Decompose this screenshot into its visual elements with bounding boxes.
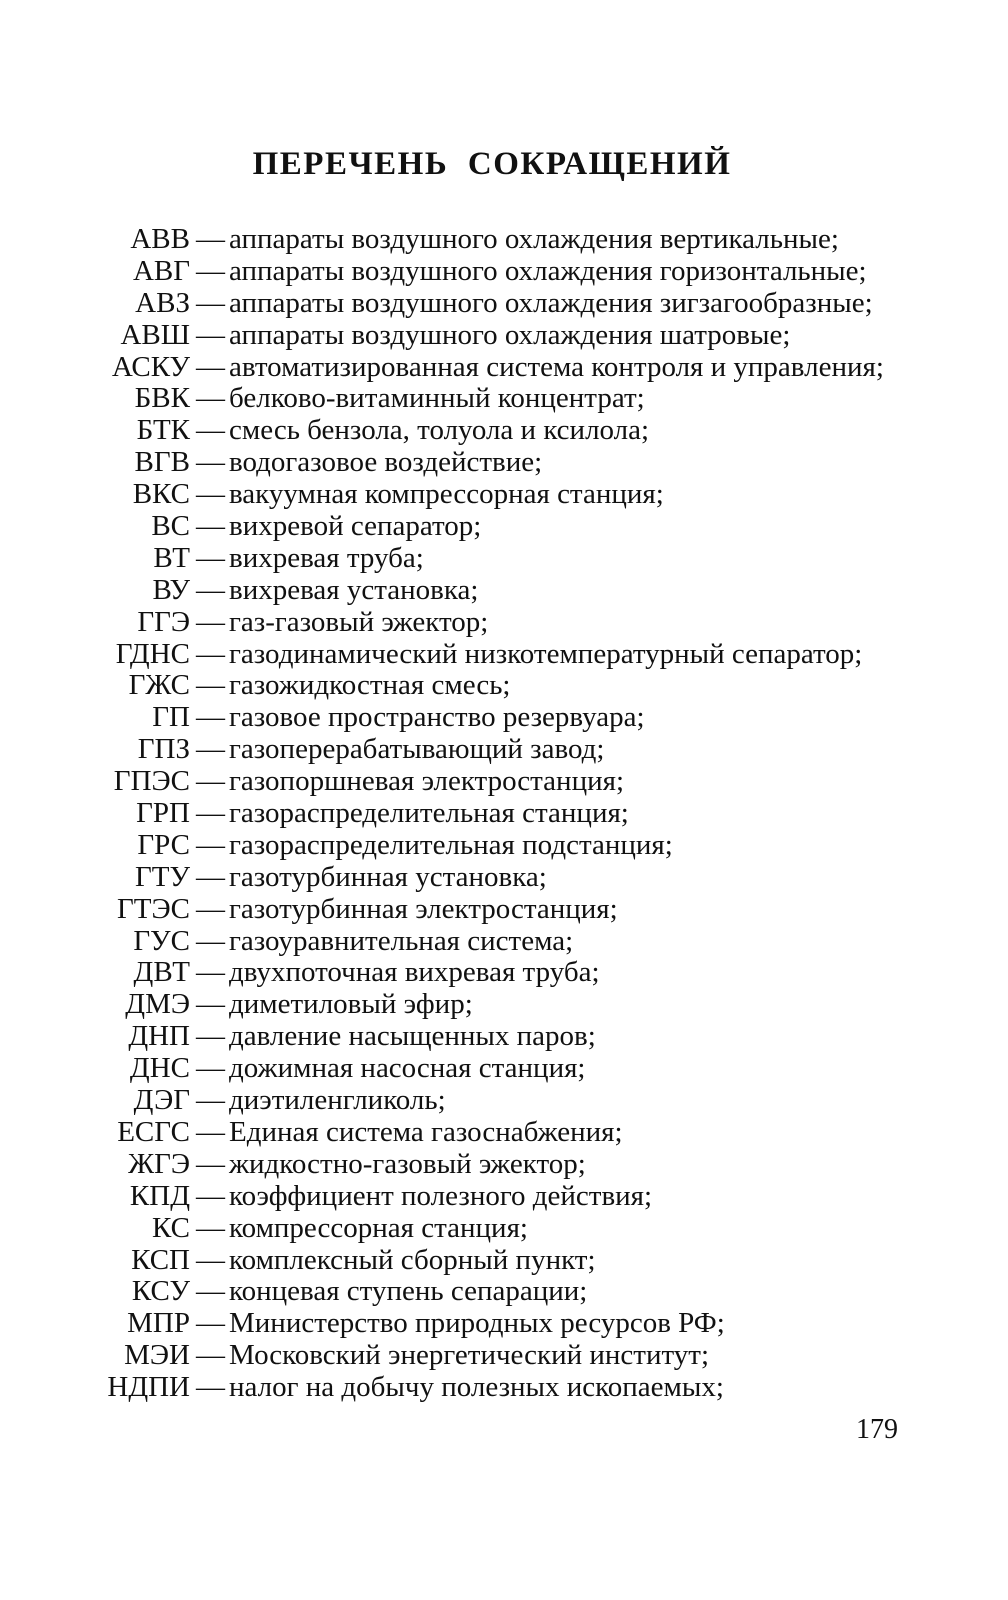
abbreviation-entry (0, 1181, 1008, 1213)
abbreviation-entry (0, 670, 1008, 702)
em-dash-separator: — (196, 223, 225, 255)
em-dash-separator: — (196, 541, 225, 574)
abbreviation: ЕСГС (117, 1115, 190, 1148)
abbreviation: КС (152, 1211, 190, 1244)
em-dash-separator: — (196, 510, 225, 543)
abbreviation-definition: вакуумная компрессорная станция; (229, 478, 664, 511)
abbreviation-entry (0, 352, 1008, 384)
abbreviation: ГЖС (128, 669, 190, 702)
abbreviation-entry (0, 383, 1008, 415)
abbreviation: ДМЭ (125, 988, 190, 1021)
abbreviation: ВГВ (134, 446, 190, 479)
abbreviation-entry (0, 1149, 1008, 1181)
abbreviation: БТК (136, 414, 190, 447)
abbreviation-list (0, 224, 1008, 1404)
em-dash-separator: — (196, 1211, 225, 1244)
abbreviation: ГГЭ (137, 605, 190, 638)
abbreviation-entry (0, 607, 1008, 639)
em-dash-separator: — (196, 892, 225, 925)
abbreviation-definition: белково-витаминный концентрат; (229, 382, 645, 415)
abbreviation-definition: газожидкостная смесь; (229, 669, 511, 702)
abbreviation: АВГ (132, 254, 190, 287)
abbreviation-entry (0, 1372, 1008, 1404)
abbreviation: АВВ (130, 223, 190, 255)
abbreviation-definition: аппараты воздушного охлаждения горизонтальные; (229, 254, 867, 287)
abbreviation-definition: Московский энергетический институт; (229, 1339, 710, 1372)
abbreviation-entry (0, 1021, 1008, 1053)
abbreviation-definition: газопоршневая электростанция; (229, 765, 625, 798)
abbreviation: ВС (151, 510, 190, 543)
em-dash-separator: — (196, 1243, 225, 1276)
abbreviation: ВКС (132, 478, 190, 511)
abbreviation: ГТУ (134, 860, 190, 893)
abbreviation-definition: вихревая установка; (229, 573, 479, 606)
abbreviation-definition: газоперерабатывающий завод; (229, 733, 605, 766)
abbreviation: МПР (127, 1307, 190, 1340)
abbreviation-definition: Единая система газоснабжения; (229, 1115, 623, 1148)
abbreviation: ГРС (137, 828, 190, 861)
em-dash-separator: — (196, 797, 225, 830)
abbreviation: ГРП (136, 797, 190, 830)
abbreviation: КСП (131, 1243, 190, 1276)
abbreviation-definition: газотурбинная электростанция; (229, 892, 618, 925)
abbreviation: АСКУ (111, 350, 190, 383)
abbreviation-entry (0, 543, 1008, 575)
abbreviation-entry (0, 1340, 1008, 1372)
page-number: 179 (856, 1414, 898, 1445)
abbreviation: ГДНС (115, 637, 190, 670)
abbreviation-entry (0, 511, 1008, 543)
em-dash-separator: — (196, 637, 225, 670)
em-dash-separator: — (196, 605, 225, 638)
abbreviation-entry (0, 288, 1008, 320)
abbreviation: ГП (152, 701, 190, 734)
abbreviation-entry (0, 1085, 1008, 1117)
abbreviation-definition: газовое пространство резервуара; (229, 701, 645, 734)
abbreviation-definition: газотурбинная установка; (229, 860, 547, 893)
em-dash-separator: — (196, 1147, 225, 1180)
abbreviation-definition: газоуравнительная система; (229, 924, 574, 957)
em-dash-separator: — (196, 478, 225, 511)
em-dash-separator: — (196, 1307, 225, 1340)
abbreviation: ДВТ (133, 956, 190, 989)
em-dash-separator: — (196, 1084, 225, 1117)
abbreviation: АВШ (120, 318, 190, 351)
abbreviation-entry (0, 224, 1008, 256)
abbreviation: ГПЗ (137, 733, 190, 766)
em-dash-separator: — (196, 828, 225, 861)
abbreviation-definition: комплексный сборный пункт; (229, 1243, 596, 1276)
abbreviation-definition: Министерство природных ресурсов РФ; (229, 1307, 725, 1340)
abbreviation: ДНП (128, 1020, 190, 1053)
abbreviation: ВТ (153, 541, 190, 574)
abbreviation-entry (0, 479, 1008, 511)
em-dash-separator: — (196, 1371, 225, 1404)
abbreviation-definition: аппараты воздушного охлаждения шатровые; (229, 318, 791, 351)
abbreviation: ДЭГ (133, 1084, 190, 1117)
em-dash-separator: — (196, 350, 225, 383)
em-dash-separator: — (196, 286, 225, 319)
abbreviation-definition: двухпоточная вихревая труба; (229, 956, 600, 989)
em-dash-separator: — (196, 382, 225, 415)
abbreviation-definition: диэтиленгликоль; (229, 1084, 446, 1117)
abbreviation: ГПЭС (113, 765, 190, 798)
abbreviation-entry (0, 894, 1008, 926)
abbreviation-definition: жидкостно-газовый эжектор; (229, 1147, 586, 1180)
abbreviation-entry (0, 702, 1008, 734)
abbreviation-definition: дожимная насосная станция; (229, 1052, 586, 1085)
abbreviation: ГТЭС (117, 892, 190, 925)
abbreviation-entry (0, 957, 1008, 989)
abbreviation: ВУ (152, 573, 190, 606)
em-dash-separator: — (196, 318, 225, 351)
abbreviation-entry (0, 575, 1008, 607)
em-dash-separator: — (196, 1339, 225, 1372)
em-dash-separator: — (196, 1020, 225, 1053)
em-dash-separator: — (196, 414, 225, 447)
abbreviation: АВЗ (135, 286, 190, 319)
em-dash-separator: — (196, 669, 225, 702)
abbreviation-definition: диметиловый эфир; (229, 988, 473, 1021)
em-dash-separator: — (196, 1275, 225, 1308)
em-dash-separator: — (196, 1179, 225, 1212)
abbreviation-definition: водогазовое воздействие; (229, 446, 543, 479)
abbreviation-definition: аппараты воздушного охлаждения зигзагообразные; (229, 286, 873, 319)
abbreviation-entry (0, 447, 1008, 479)
abbreviation-definition: вихревая труба; (229, 541, 424, 574)
abbreviation-entry (0, 1117, 1008, 1149)
abbreviation: НДПИ (107, 1371, 190, 1404)
em-dash-separator: — (196, 860, 225, 893)
abbreviation-entry (0, 798, 1008, 830)
abbreviation-definition: налог на добычу полезных ископаемых; (229, 1371, 724, 1404)
em-dash-separator: — (196, 733, 225, 766)
em-dash-separator: — (196, 1115, 225, 1148)
abbreviation-entry (0, 1276, 1008, 1308)
em-dash-separator: — (196, 765, 225, 798)
abbreviation-entry (0, 639, 1008, 671)
abbreviation-entry (0, 1308, 1008, 1340)
abbreviation-entry (0, 1245, 1008, 1277)
em-dash-separator: — (196, 924, 225, 957)
abbreviation-entry (0, 1053, 1008, 1085)
abbreviation: ГУС (133, 924, 190, 957)
em-dash-separator: — (196, 254, 225, 287)
abbreviation: ДНС (129, 1052, 190, 1085)
em-dash-separator: — (196, 573, 225, 606)
abbreviation-definition: коэффициент полезного действия; (229, 1179, 653, 1212)
abbreviation-definition: газ-газовый эжектор; (229, 605, 489, 638)
em-dash-separator: — (196, 446, 225, 479)
abbreviation-definition: газодинамический низкотемпературный сепаратор; (229, 637, 863, 670)
abbreviation-entry (0, 1213, 1008, 1245)
abbreviation-definition: аппараты воздушного охлаждения вертикальные; (229, 223, 839, 255)
abbreviation-entry (0, 989, 1008, 1021)
abbreviation: КСУ (131, 1275, 190, 1308)
abbreviation: КПД (129, 1179, 190, 1212)
abbreviation-definition: вихревой сепаратор; (229, 510, 482, 543)
abbreviation-definition: смесь бензола, толуола и ксилола; (229, 414, 650, 447)
abbreviation-definition: автоматизированная система контроля и управления; (229, 350, 884, 383)
abbreviation-definition: газораспределительная станция; (229, 797, 629, 830)
abbreviation: МЭИ (124, 1339, 190, 1372)
abbreviation-entry (0, 766, 1008, 798)
page-title: ПЕРЕЧЕНЬ СОКРАЩЕНИЙ (252, 146, 732, 182)
em-dash-separator: — (196, 956, 225, 989)
abbreviation-definition: давление насыщенных паров; (229, 1020, 596, 1053)
abbreviation-entry (0, 320, 1008, 352)
em-dash-separator: — (196, 1052, 225, 1085)
abbreviation-entry (0, 734, 1008, 766)
em-dash-separator: — (196, 701, 225, 734)
abbreviation-definition: компрессорная станция; (229, 1211, 528, 1244)
abbreviation-entry (0, 862, 1008, 894)
abbreviation-entry (0, 830, 1008, 862)
abbreviation-definition: концевая ступень сепарации; (229, 1275, 588, 1308)
abbreviation: ЖГЭ (128, 1147, 190, 1180)
abbreviation-definition: газораспределительная подстанция; (229, 828, 673, 861)
em-dash-separator: — (196, 988, 225, 1021)
abbreviation-entry (0, 415, 1008, 447)
abbreviation: БВК (134, 382, 190, 415)
abbreviation-entry (0, 926, 1008, 958)
abbreviation-entry (0, 256, 1008, 288)
